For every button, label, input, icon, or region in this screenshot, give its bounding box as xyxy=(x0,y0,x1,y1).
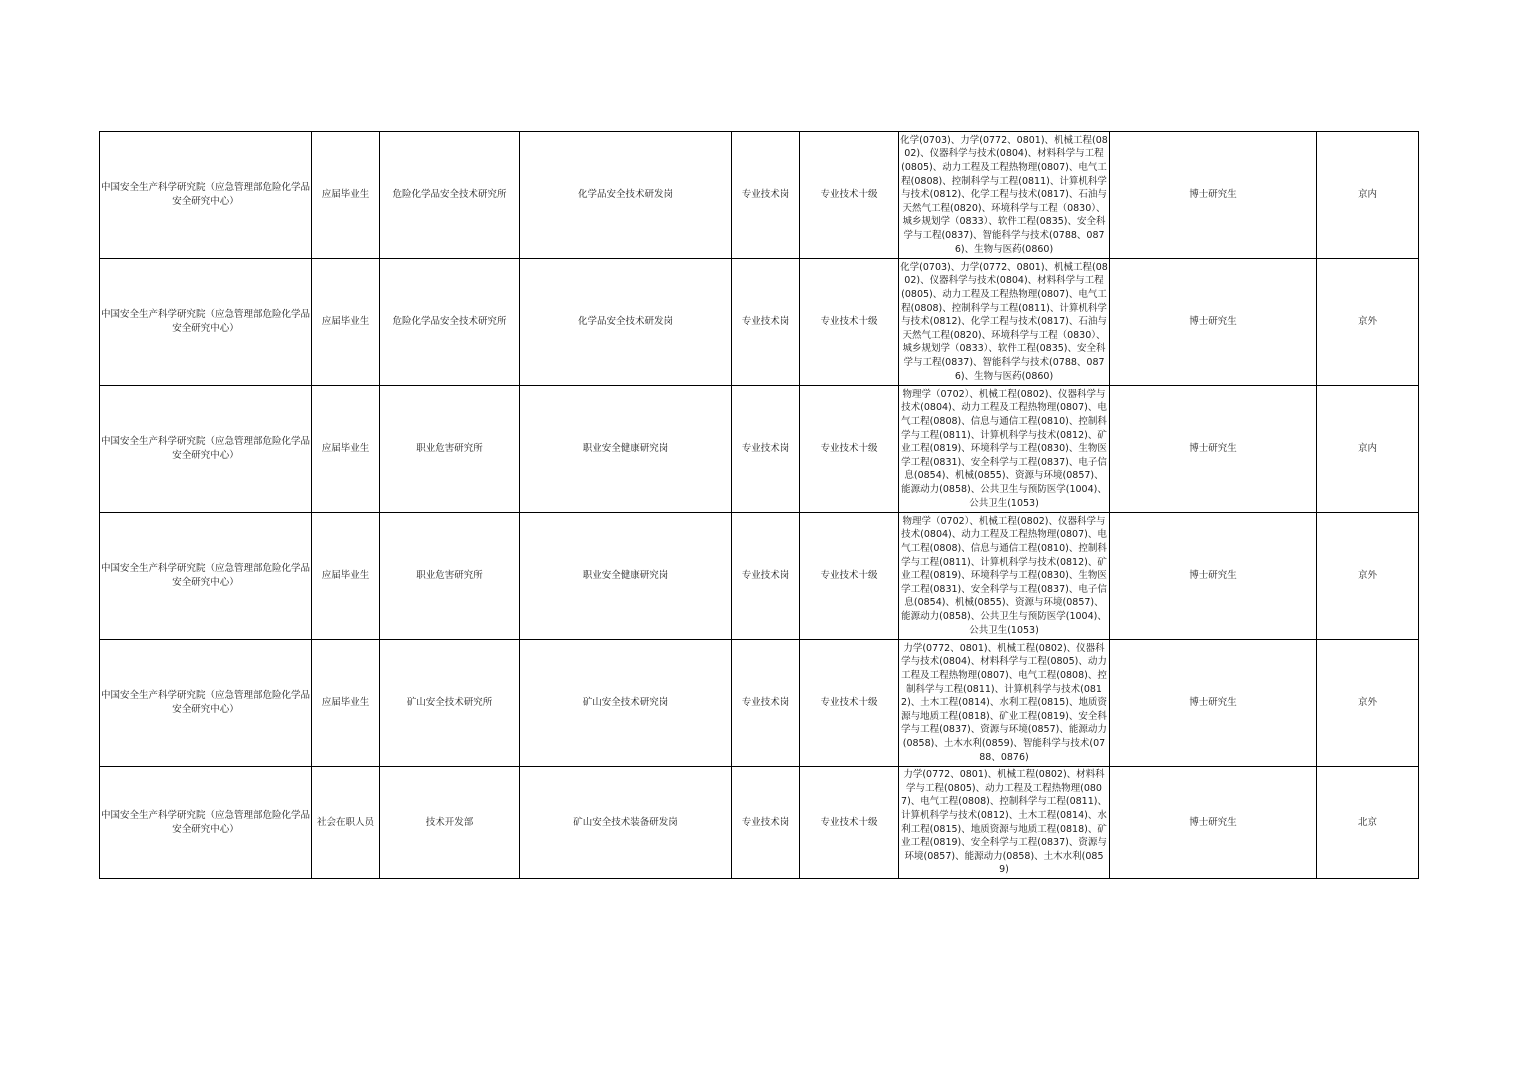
major-requirements-cell: 物理学（0702）、机械工程(0802)、仪器科学与技术(0804)、动力工程及工程热物理(0807)、电气工程(0808)、信息与通信工程(0810)、控制科学与工程(0811)、计算机科学与技术(0812)、矿业工程(0819)、环境科学与工程(0830)、生物医学工程(0831)、安全科学与工程(0837)、电子信息(0854)、机械(0855)、资源与环境(0857)、能源动力(0858)、公共卫生与预防医学(1004)、公共卫生(1053) xyxy=(899,513,1110,640)
table-row xyxy=(100,513,1419,640)
position-name-cell: 矿山安全技术装备研发岗 xyxy=(520,767,732,879)
region-cell: 京外 xyxy=(1317,640,1419,767)
post-level-cell: 专业技术十级 xyxy=(800,386,899,513)
major-requirements-cell: 物理学（0702）、机械工程(0802)、仪器科学与技术(0804)、动力工程及工程热物理(0807)、电气工程(0808)、信息与通信工程(0810)、控制科学与工程(0811)、计算机科学与技术(0812)、矿业工程(0819)、环境科学与工程(0830)、生物医学工程(0831)、安全科学与工程(0837)、电子信息(0854)、机械(0855)、资源与环境(0857)、能源动力(0858)、公共卫生与预防医学(1004)、公共卫生(1053) xyxy=(899,386,1110,513)
post-type-cell: 专业技术岗 xyxy=(732,132,800,259)
department-cell: 职业危害研究所 xyxy=(380,386,520,513)
employer-unit-cell: 中国安全生产科学研究院（应急管理部危险化学品安全研究中心） xyxy=(100,259,312,386)
post-type-cell: 专业技术岗 xyxy=(732,640,800,767)
major-requirements-cell: 力学(0772、0801)、机械工程(0802)、材料科学与工程(0805)、动力工程及工程热物理(0807)、电气工程(0808)、控制科学与工程(0811)、计算机科学与技术(0812)、土木工程(0814)、水利工程(0815)、地质资源与地质工程(0818)、矿业工程(0819)、安全科学与工程(0837)、资源与环境(0857)、能源动力(0858)、土木水利(0859) xyxy=(899,767,1110,879)
position-name-cell: 矿山安全技术研究岗 xyxy=(520,640,732,767)
post-level-cell: 专业技术十级 xyxy=(800,513,899,640)
recruitment-table xyxy=(99,131,1419,879)
applicant-type-cell: 应届毕业生 xyxy=(312,513,380,640)
region-cell: 京外 xyxy=(1317,513,1419,640)
post-level-cell: 专业技术十级 xyxy=(800,767,899,879)
post-type-cell: 专业技术岗 xyxy=(732,767,800,879)
table-row xyxy=(100,386,1419,513)
employer-unit-cell: 中国安全生产科学研究院（应急管理部危险化学品安全研究中心） xyxy=(100,767,312,879)
position-name-cell: 化学品安全技术研发岗 xyxy=(520,132,732,259)
region-cell: 北京 xyxy=(1317,767,1419,879)
region-cell: 京内 xyxy=(1317,386,1419,513)
post-type-cell: 专业技术岗 xyxy=(732,513,800,640)
degree-cell: 博士研究生 xyxy=(1110,259,1317,386)
table-row xyxy=(100,640,1419,767)
position-name-cell: 职业安全健康研究岗 xyxy=(520,386,732,513)
applicant-type-cell: 应届毕业生 xyxy=(312,259,380,386)
employer-unit-cell: 中国安全生产科学研究院（应急管理部危险化学品安全研究中心） xyxy=(100,132,312,259)
degree-cell: 博士研究生 xyxy=(1110,640,1317,767)
table-row xyxy=(100,132,1419,259)
major-requirements-cell: 化学(0703)、力学(0772、0801)、机械工程(0802)、仪器科学与技术(0804)、材料科学与工程(0805)、动力工程及工程热物理(0807)、电气工程(0808)、控制科学与工程(0811)、计算机科学与技术(0812)、化学工程与技术(0817)、石油与天然气工程(0820)、环境科学与工程（0830）、城乡规划学（0833）、软件工程(0835)、安全科学与工程(0837)、智能科学与技术(0788、0876)、生物与医药(0860) xyxy=(899,132,1110,259)
table-row xyxy=(100,767,1419,879)
major-requirements-cell: 力学(0772、0801)、机械工程(0802)、仪器科学与技术(0804)、材料科学与工程(0805)、动力工程及工程热物理(0807)、电气工程(0808)、控制科学与工程(0811)、计算机科学与技术(0812)、土木工程(0814)、水利工程(0815)、地质资源与地质工程(0818)、矿业工程(0819)、安全科学与工程(0837)、资源与环境(0857)、能源动力(0858)、土木水利(0859)、智能科学与技术(0788、0876) xyxy=(899,640,1110,767)
post-level-cell: 专业技术十级 xyxy=(800,640,899,767)
applicant-type-cell: 应届毕业生 xyxy=(312,132,380,259)
department-cell: 矿山安全技术研究所 xyxy=(380,640,520,767)
table-row xyxy=(100,259,1419,386)
employer-unit-cell: 中国安全生产科学研究院（应急管理部危险化学品安全研究中心） xyxy=(100,513,312,640)
department-cell: 职业危害研究所 xyxy=(380,513,520,640)
region-cell: 京外 xyxy=(1317,259,1419,386)
applicant-type-cell: 社会在职人员 xyxy=(312,767,380,879)
degree-cell: 博士研究生 xyxy=(1110,132,1317,259)
post-level-cell: 专业技术十级 xyxy=(800,132,899,259)
department-cell: 危险化学品安全技术研究所 xyxy=(380,259,520,386)
department-cell: 技术开发部 xyxy=(380,767,520,879)
major-requirements-cell: 化学(0703)、力学(0772、0801)、机械工程(0802)、仪器科学与技术(0804)、材料科学与工程(0805)、动力工程及工程热物理(0807)、电气工程(0808)、控制科学与工程(0811)、计算机科学与技术(0812)、化学工程与技术(0817)、石油与天然气工程(0820)、环境科学与工程（0830）、城乡规划学（0833）、软件工程(0835)、安全科学与工程(0837)、智能科学与技术(0788、0876)、生物与医药(0860) xyxy=(899,259,1110,386)
applicant-type-cell: 应届毕业生 xyxy=(312,386,380,513)
post-type-cell: 专业技术岗 xyxy=(732,386,800,513)
department-cell: 危险化学品安全技术研究所 xyxy=(380,132,520,259)
degree-cell: 博士研究生 xyxy=(1110,513,1317,640)
employer-unit-cell: 中国安全生产科学研究院（应急管理部危险化学品安全研究中心） xyxy=(100,640,312,767)
post-level-cell: 专业技术十级 xyxy=(800,259,899,386)
degree-cell: 博士研究生 xyxy=(1110,767,1317,879)
employer-unit-cell: 中国安全生产科学研究院（应急管理部危险化学品安全研究中心） xyxy=(100,386,312,513)
position-name-cell: 职业安全健康研究岗 xyxy=(520,513,732,640)
applicant-type-cell: 应届毕业生 xyxy=(312,640,380,767)
degree-cell: 博士研究生 xyxy=(1110,386,1317,513)
position-name-cell: 化学品安全技术研发岗 xyxy=(520,259,732,386)
region-cell: 京内 xyxy=(1317,132,1419,259)
post-type-cell: 专业技术岗 xyxy=(732,259,800,386)
